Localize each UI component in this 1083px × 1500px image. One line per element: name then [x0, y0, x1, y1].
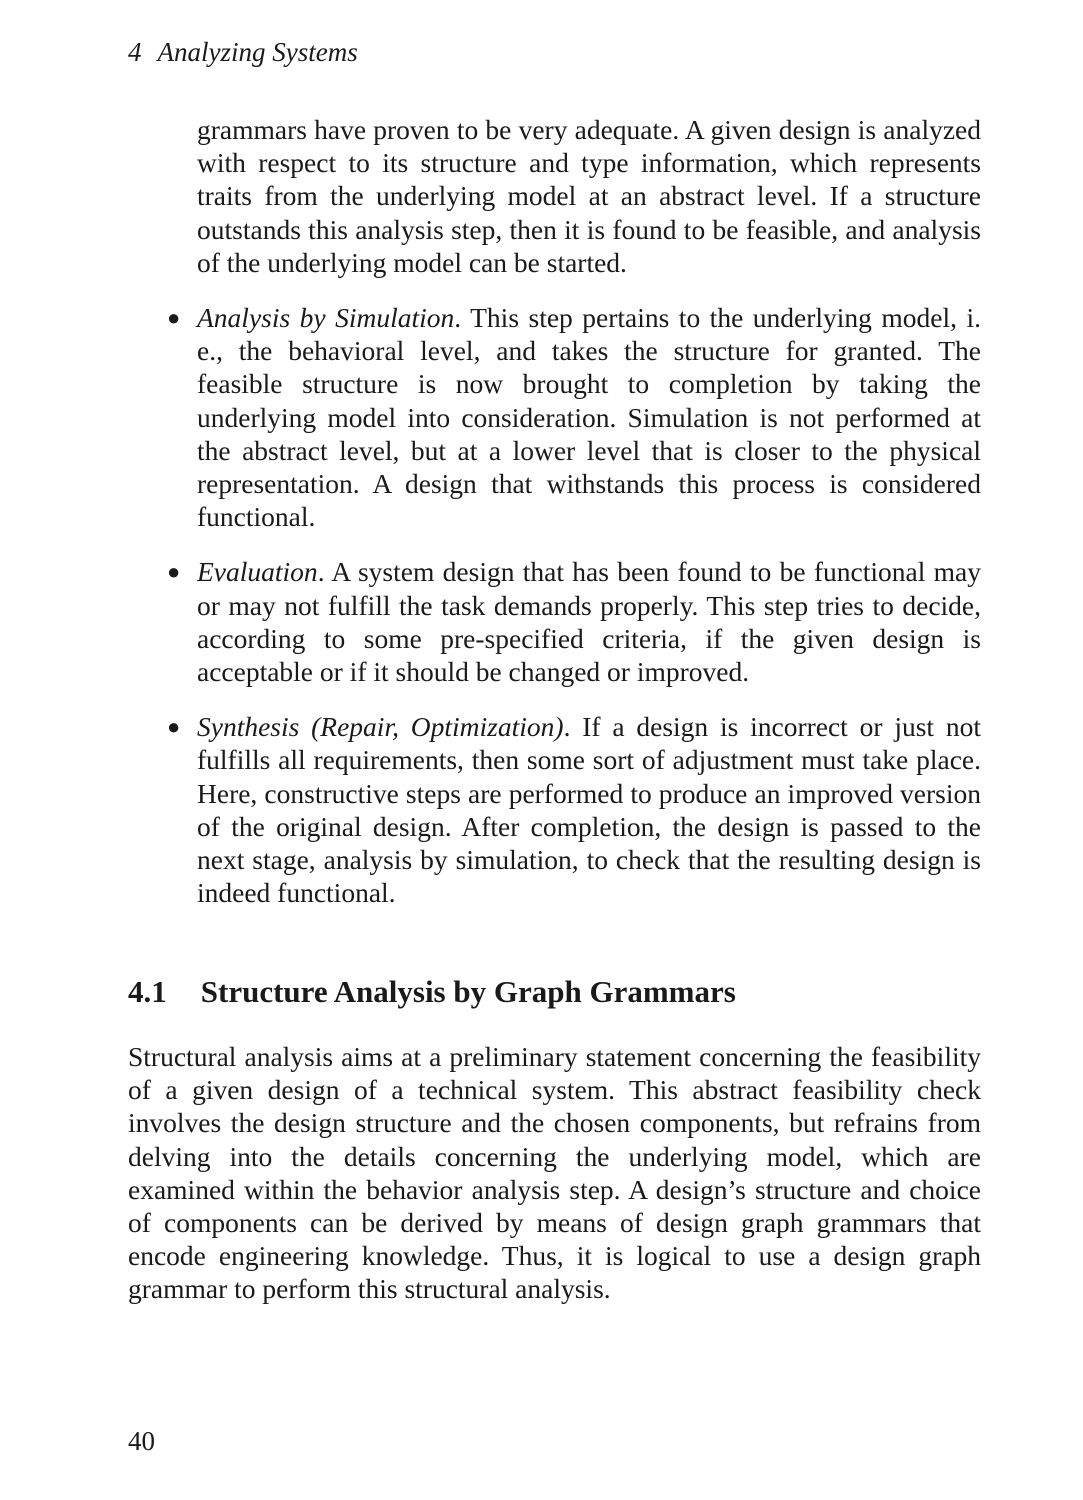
bullet-icon: ● [167, 559, 181, 585]
bullet-icon: ● [167, 714, 181, 740]
section-heading [128, 972, 736, 1012]
running-head [128, 34, 358, 70]
list-item [167, 555, 981, 688]
list-item-term: Synthesis (Repair, Optimization) [197, 711, 564, 743]
list-item-term: Evaluation [197, 556, 318, 588]
list-item [167, 301, 981, 533]
list-item-text: . This step pertains to the underlying model, i. e., the behavioral level, and takes the structure for granted. The feasible structure is now brought to completion by taking the underlying model into consideration. Simulation is not performed at the abstract level, but at a lower level that is closer to the physical representation. A design that withstands this process is considered functional. [197, 302, 981, 533]
list-item [167, 710, 981, 909]
list-item-text: . If a design is incorrect or just not fulfills all requirements, then some sort of adjustment must take place. Here, constructive steps are performed to produce an improved version of the original design. After completion, the design is passed to the next stage, analysis by simulation, to check that the resulting design is indeed functional. [197, 711, 981, 909]
list-item-term: Analysis by Simulation [197, 302, 455, 333]
chapter-number: 4 [128, 37, 142, 67]
list-item-text: . A system design that has been found to be functional may or may not fulfill the task demands properly. This step tries to decide, according to some pre-specified criteria, if the given design is acceptable or if it should be changed or improved. [197, 556, 981, 688]
section-paragraph: Structural analysis aims at a preliminary statement concerning the feasibility of a given design of a technical system. This abstract feasibility check involves the design structure and the chosen components, but refrains from delving into the details concerning the underlying model, which are examined within the behavior analysis step. A design’s structure and choice of components can be derived by means of design graph grammars that encode engineering knowledge. Thus, it is logical to use a design graph grammar to perform this structural analysis. [128, 1041, 981, 1305]
section-title: Structure Analysis by Graph Grammars [200, 974, 736, 1009]
chapter-title: Analyzing Systems [157, 37, 358, 67]
process-step-list [167, 301, 981, 931]
section-number: 4.1 [128, 974, 167, 1009]
continued-paragraph: grammars have proven to be very adequate. A given design is analyzed with respect to its structure and type information, which represents traits from the underlying model at an abstract level. If a structure outstands this analysis step, then it is found to be feasible, and analysis of the underlying model can be started. [197, 114, 981, 278]
bullet-icon: ● [167, 305, 181, 330]
page-number: 40 [128, 1426, 155, 1456]
